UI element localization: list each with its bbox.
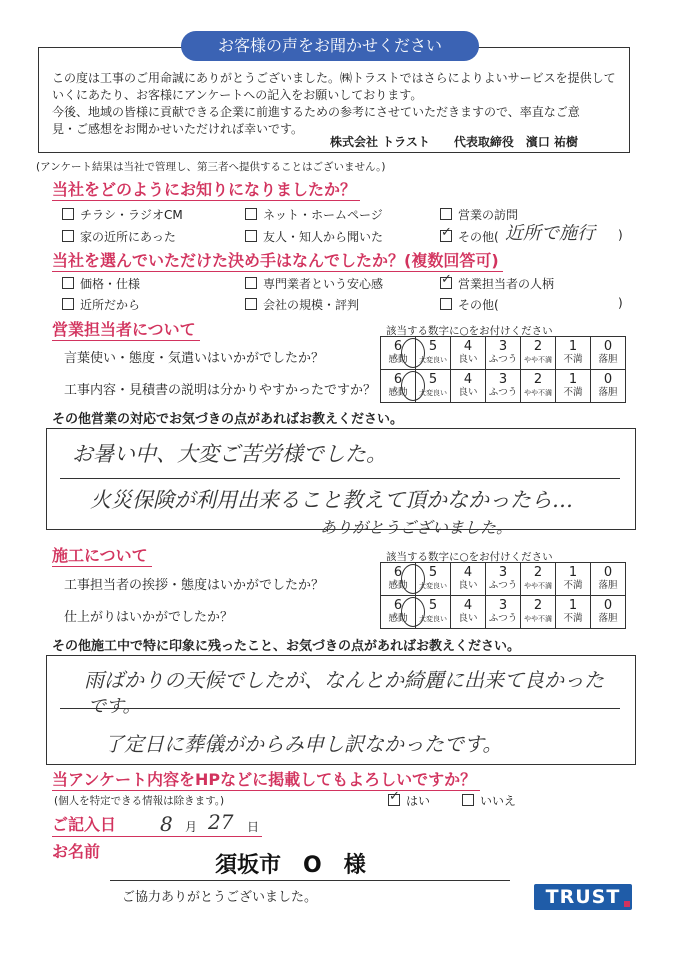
rating-cell-4[interactable]: 4 良い (451, 596, 486, 629)
selected-rating-circle (401, 371, 425, 401)
rating-cell-4[interactable]: 4 良い (451, 337, 486, 370)
section-title-publish: 当アンケート内容をHPなどに掲載してもよろしいですか？ (52, 770, 480, 791)
rating-cell-1[interactable]: 1 不満 (556, 337, 591, 370)
construction-comment-line: 雨ばかりの天候でしたが、なんとか綺麗に出来て良かった (84, 668, 604, 692)
rating-cell-5[interactable]: 5 大変良い (416, 370, 451, 403)
sales-other-prompt: その他営業の対応でお気づきの点があればお教えください。 (52, 412, 404, 427)
option-close-by[interactable]: 近所だから (62, 296, 140, 313)
rating-cell-4[interactable]: 4 良い (451, 370, 486, 403)
date-month: 8 (160, 812, 173, 836)
selected-rating-circle (401, 597, 425, 627)
option-specialist[interactable]: 専門業者という安心感 (245, 275, 383, 292)
date-day-unit: 日 (247, 820, 260, 834)
checkbox-checked[interactable] (440, 277, 452, 289)
rating-instruction: 該当する数字に○をお付けください (386, 325, 553, 337)
other-handwritten: 近所で施行 (505, 223, 595, 244)
checkbox[interactable] (245, 208, 257, 220)
name-label: お名前 (52, 842, 101, 861)
header-title-banner (181, 31, 479, 61)
logo-accent-dot (624, 901, 630, 907)
option-web[interactable]: ネット・ホームページ (245, 206, 383, 223)
option-friend[interactable]: 友人・知人から聞いた (245, 228, 383, 245)
checkbox[interactable] (245, 230, 257, 242)
name-value: 須坂市 O 様 (215, 853, 366, 878)
intro-line: 今後、地域の皆様に貢献できる企業に前進するための参考にさせていただきますので、率直なご意 (52, 105, 580, 119)
rating-cell-1[interactable]: 1 不満 (556, 563, 591, 596)
sales-comment-line: ありがとうございました。 (320, 518, 513, 537)
rating-cell-0[interactable]: 0 落胆 (591, 563, 626, 596)
sales-comment-line: お暑い中、大変ご苦労様でした。 (72, 442, 387, 466)
checkbox-checked[interactable] (440, 230, 452, 242)
selected-rating-circle (401, 564, 425, 594)
section-title-construction: 施工について (52, 546, 152, 567)
rating-cell-5[interactable]: 5 大変良い (416, 596, 451, 629)
rating-instruction: 該当する数字に○をお付けください (386, 551, 553, 563)
publish-yes[interactable]: ✓ はい (388, 792, 430, 809)
date-day: 27 (208, 810, 234, 834)
intro-text (52, 70, 622, 138)
sales-comment-line: 火災保険が利用出来ること教えて頂かなかったら… (90, 488, 573, 512)
trust-logo (534, 884, 632, 910)
rating-cell-5[interactable]: 5 大変良い (416, 337, 451, 370)
rating-cell-3[interactable]: 3 ふつう (486, 596, 521, 629)
sales-question-1: 言葉使い・態度・気遣いはいかがでしたか？ (64, 351, 325, 366)
rating-cell-2[interactable]: 2 やや不満 (521, 596, 556, 629)
other-close-paren: ) (618, 228, 623, 242)
option-flyer[interactable]: チラシ・ラジオCM (62, 206, 183, 223)
date-month-unit: 月 (185, 820, 198, 834)
logo-text: TRUST (545, 886, 621, 908)
section-title-reason: 当社を選んでいただけた決め手はなんでしたか？(複数回答可) (52, 251, 503, 272)
checkbox[interactable] (62, 277, 74, 289)
rating-cell-0[interactable]: 0 落胆 (591, 370, 626, 403)
rating-cell-3[interactable]: 3 ふつう (486, 563, 521, 596)
rating-cell-6[interactable]: 6 感動 (381, 563, 416, 596)
intro-line: いくにあたり、お客様にアンケートへの記入をお願いしております。 (52, 88, 423, 102)
construction-other-prompt: その他施工中で特に印象に残ったこと、お気づきの点があればお教えください。 (52, 639, 521, 654)
construction-comment-line: です。 (88, 696, 141, 717)
rating-cell-3[interactable]: 3 ふつう (486, 370, 521, 403)
checkbox[interactable] (62, 230, 74, 242)
rating-cell-5[interactable]: 5 大変良い (416, 563, 451, 596)
checkbox[interactable] (440, 208, 452, 220)
rating-cell-2[interactable]: 2 やや不満 (521, 337, 556, 370)
checkbox-checked[interactable] (388, 794, 400, 806)
section-title-sales: 営業担当者について (52, 320, 200, 341)
privacy-note: (アンケート結果は当社で管理し、第三者へ提供することはございません。) (36, 161, 386, 173)
construction-comment-line: 了定日に葬儀がからみ申し訳なかったです。 (104, 732, 503, 756)
option-sales-visit[interactable]: 営業の訪問 (440, 206, 518, 223)
rating-cell-3[interactable]: 3 ふつう (486, 337, 521, 370)
checkbox[interactable] (245, 298, 257, 310)
section-title-source: 当社をどのようにお知りになりましたか？ (52, 180, 360, 201)
option-reputation[interactable]: 会社の規模・評判 (245, 296, 359, 313)
construction-question-2: 仕上がりはいかがでしたか？ (64, 610, 234, 625)
checkbox[interactable] (462, 794, 474, 806)
rating-cell-6[interactable]: 6 感動 (381, 596, 416, 629)
checkbox[interactable] (245, 277, 257, 289)
signature: 株式会社 トラスト 代表取締役 濱口 祐樹 (330, 135, 578, 149)
rating-cell-0[interactable]: 0 落胆 (591, 337, 626, 370)
rating-cell-6[interactable]: 6 感動 (381, 337, 416, 370)
intro-line: この度は工事のご用命誠にありがとうございました。㈱トラストではさらによりよいサービスを提供して (52, 71, 616, 85)
rating-cell-1[interactable]: 1 不満 (556, 596, 591, 629)
option-other-2[interactable]: その他( (440, 296, 499, 313)
publish-no[interactable]: いいえ (462, 792, 516, 809)
checkbox[interactable] (62, 208, 74, 220)
checkbox[interactable] (440, 298, 452, 310)
publish-note: (個人を特定できる情報は除きます。) (54, 795, 225, 807)
option-personality[interactable]: ✓ 営業担当者の人柄 (440, 275, 554, 292)
sales-question-2: 工事内容・見積書の説明は分かりやすかったですか？ (64, 383, 377, 398)
option-other[interactable]: ✓ その他( (440, 228, 499, 245)
option-nearby[interactable]: 家の近所にあった (62, 228, 176, 245)
thanks-message: ご協力ありがとうございました。 (122, 890, 318, 905)
checkbox[interactable] (62, 298, 74, 310)
rating-cell-6[interactable]: 6 感動 (381, 370, 416, 403)
rating-cell-2[interactable]: 2 やや不満 (521, 370, 556, 403)
other-close-paren: ) (618, 296, 623, 310)
rating-cell-2[interactable]: 2 やや不満 (521, 563, 556, 596)
intro-line: 見・ご感想をお聞かせいただければ幸いです。 (52, 122, 304, 136)
construction-question-1: 工事担当者の挨拶・態度はいかがでしたか？ (64, 578, 325, 593)
option-price[interactable]: 価格・仕様 (62, 275, 140, 292)
date-label: ご記入日 (52, 815, 117, 834)
rating-cell-0[interactable]: 0 落胆 (591, 596, 626, 629)
rating-cell-1[interactable]: 1 不満 (556, 370, 591, 403)
selected-rating-circle (401, 338, 425, 368)
page-title: お客様の声をお聞かせください (217, 36, 442, 55)
rating-cell-4[interactable]: 4 良い (451, 563, 486, 596)
